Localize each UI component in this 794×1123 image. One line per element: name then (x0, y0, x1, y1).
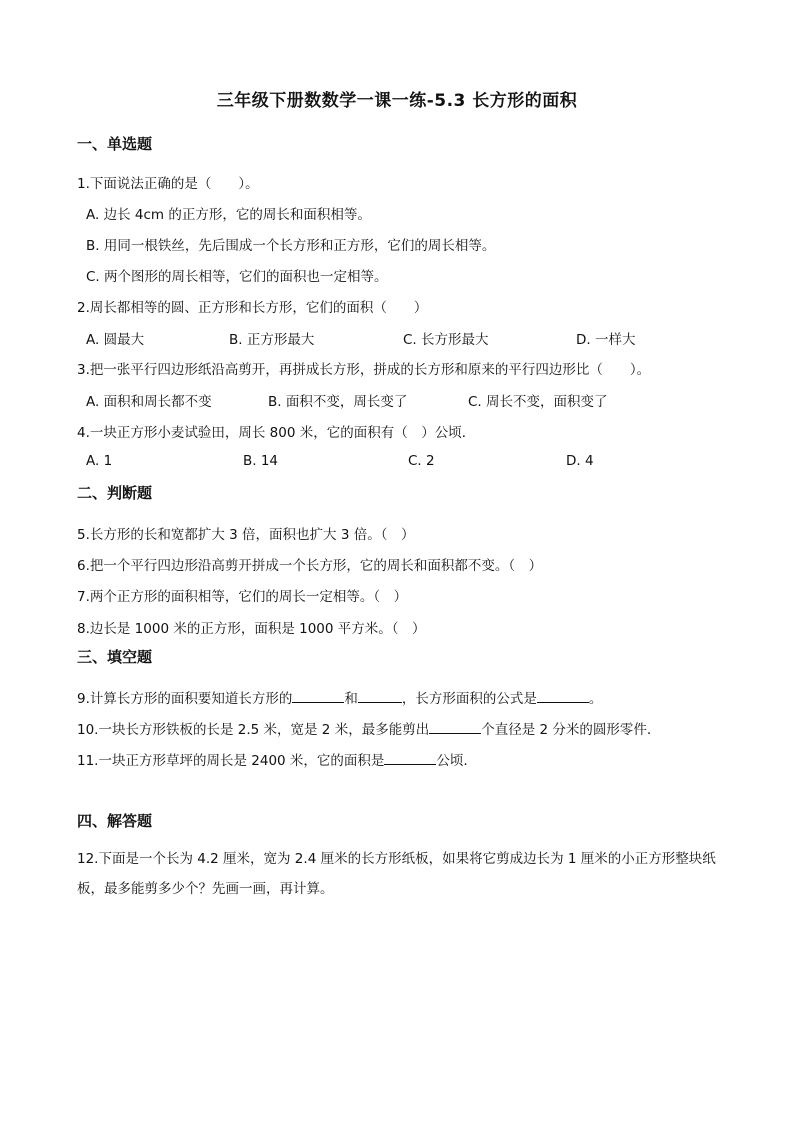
question-11-text-2: 公顷. (436, 753, 468, 769)
question-9-text-2: 和 (344, 691, 358, 707)
question-10-text-1: 10.一块长方形铁板的长是 2.5 米，宽是 2 米，最多能剪出 (77, 722, 430, 738)
question-2-stem: 2.周长都相等的圆、正方形和长方形，它们的面积（ ） (77, 300, 428, 316)
question-3-option-c: C. 周长不变，面积变了 (468, 394, 608, 410)
answer-blank[interactable] (537, 688, 589, 703)
question-4-option-b: B. 14 (243, 453, 279, 469)
question-3-stem: 3.把一张平行四边形纸沿高剪开，再拼成长方形，拼成的长方形和原来的平行四边形比（ ）。 (77, 362, 651, 378)
question-9-text-1: 9.计算长方形的面积要知道长方形的 (77, 691, 293, 707)
question-3-option-b: B. 面积不变，周长变了 (268, 394, 408, 410)
question-10-text-2: 个直径是 2 分米的圆形零件. (481, 722, 652, 738)
answer-blank[interactable] (429, 719, 481, 734)
section-heading-fill-blank: 三、填空题 (77, 648, 153, 666)
question-4-option-d: D. 4 (566, 453, 594, 469)
question-9-text-4: 。 (588, 691, 603, 707)
answer-blank[interactable] (358, 688, 402, 703)
page-title: 三年级下册数数学一课一练-5.3 长方形的面积 (216, 91, 578, 111)
question-2-option-a: A. 圆最大 (86, 332, 145, 348)
answer-blank[interactable] (384, 750, 436, 765)
question-12: 12.下面是一个长为 4.2 厘米，宽为 2.4 厘米的长方形纸板，如果将它剪成边长为 1 厘米的小正方形整块纸板，最多能剪多少个？先画一画，再计算。 (77, 851, 716, 897)
question-2-option-d: D. 一样大 (576, 332, 636, 348)
question-2-option-c: C. 长方形最大 (403, 332, 489, 348)
section-heading-single-choice: 一、单选题 (77, 135, 153, 153)
question-5: 5.长方形的长和宽都扩大 3 倍，面积也扩大 3 倍。（ ） (77, 527, 415, 543)
question-2-option-b: B. 正方形最大 (229, 332, 315, 348)
question-9 (77, 687, 602, 707)
section-heading-word-problems: 四、解答题 (77, 812, 153, 830)
question-7: 7.两个正方形的面积相等，它们的周长一定相等。（ ） (77, 589, 408, 605)
question-11 (77, 749, 468, 769)
question-3-option-a: A. 面积和周长都不变 (86, 394, 212, 410)
question-1-option-a: A. 边长 4cm 的正方形，它的周长和面积相等。 (86, 207, 371, 223)
question-9-text-3: ，长方形面积的公式是 (401, 691, 537, 707)
question-1-option-b: B. 用同一根铁丝，先后围成一个长方形和正方形，它们的周长相等。 (86, 238, 496, 254)
question-4-stem: 4.一块正方形小麦试验田，周长 800 米，它的面积有（ ）公顷． (77, 425, 476, 441)
question-11-text-1: 11.一块正方形草坪的周长是 2400 米，它的面积是 (77, 753, 385, 769)
answer-blank[interactable] (292, 688, 344, 703)
question-8: 8.边长是 1000 米的正方形，面积是 1000 平方米。（ ） (77, 621, 426, 637)
question-6: 6.把一个平行四边形沿高剪开拼成一个长方形，它的周长和面积都不变。（ ） (77, 558, 543, 574)
question-4-option-a: A. 1 (86, 453, 113, 469)
question-10 (77, 718, 651, 738)
question-1-stem: 1.下面说法正确的是（ ）。 (77, 176, 259, 192)
question-1-option-c: C. 两个图形的周长相等，它们的面积也一定相等。 (86, 269, 388, 285)
section-heading-true-false: 二、判断题 (77, 484, 153, 502)
question-4-option-c: C. 2 (408, 453, 435, 469)
